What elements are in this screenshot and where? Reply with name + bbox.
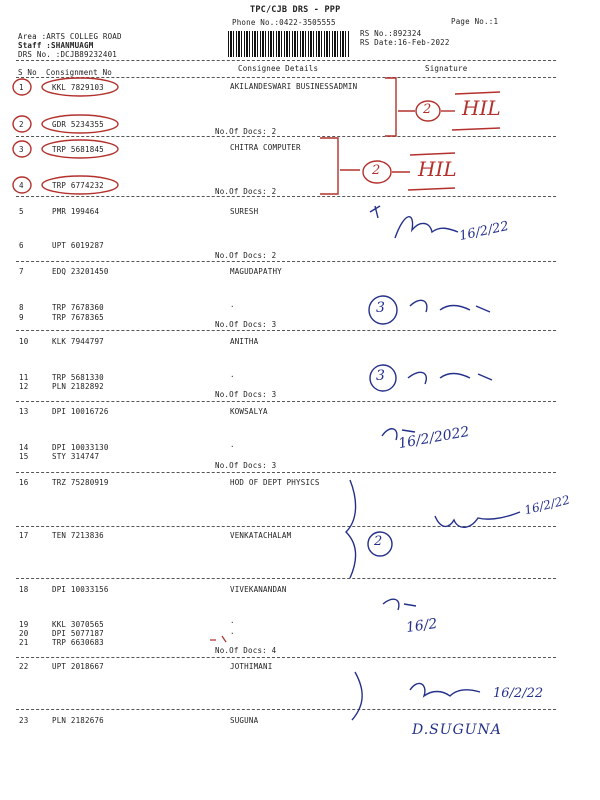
col-signature: Signature — [425, 64, 468, 73]
row-sno: 18 — [19, 585, 29, 594]
row-sno: 15 — [19, 452, 29, 461]
row-sno: 2 — [19, 120, 24, 129]
row-sno: 14 — [19, 443, 29, 452]
row-consignment: TRP 7678360 — [52, 303, 104, 312]
signature-date: 16/2/2022 — [397, 423, 471, 453]
blue-signature-strokes — [346, 206, 520, 720]
consignee-name: KOWSALYA — [230, 407, 268, 416]
phone-number: Phone No.:0422-3505555 — [232, 18, 336, 27]
docs-count: No.Of Docs: 4 — [215, 646, 277, 655]
row-consignment: STY 314747 — [52, 452, 100, 461]
row-consignment: PLN 2182676 — [52, 716, 104, 725]
docs-count: No.Of Docs: 2 — [215, 251, 277, 260]
signature-date: 16/2/22 — [522, 492, 572, 518]
docs-count: No.Of Docs: 3 — [215, 320, 277, 329]
row-consignment: DPI 5077187 — [52, 629, 104, 638]
dot-marker: . — [230, 370, 235, 379]
row-sno: 12 — [19, 382, 29, 391]
consignee-name: SUGUNA — [230, 716, 259, 725]
docs-count: No.Of Docs: 3 — [215, 390, 277, 399]
col-consignee: Consignee Details — [238, 64, 319, 73]
row-sno: 10 — [19, 337, 29, 346]
consignee-name: ANITHA — [230, 337, 259, 346]
row-consignment: DPI 10033156 — [52, 585, 109, 594]
row-sno: 6 — [19, 241, 24, 250]
row-sno: 22 — [19, 662, 29, 671]
consignee-name: VENKATACHALAM — [230, 531, 292, 540]
row-consignment: TRZ 75280919 — [52, 478, 109, 487]
row-consignment: KKL 3070565 — [52, 620, 104, 629]
row-consignment: PLN 2182892 — [52, 382, 104, 391]
consignee-name: MAGUDAPATHY — [230, 267, 282, 276]
rs-number: RS No.:892324 — [360, 29, 422, 38]
row-sno: 20 — [19, 629, 29, 638]
consignee-name: SURESH — [230, 207, 259, 216]
row-sno: 19 — [19, 620, 29, 629]
row-consignment: DPI 10016726 — [52, 407, 109, 416]
docs-count: No.Of Docs: 2 — [215, 187, 277, 196]
row-consignment: DPI 10033130 — [52, 443, 109, 452]
page-number: Page No.:1 — [451, 17, 499, 26]
docs-count: No.Of Docs: 3 — [215, 461, 277, 470]
dot-marker: . — [230, 440, 235, 449]
area-label: Area :ARTS COLLEG ROAD — [18, 32, 122, 41]
row-sno: 1 — [19, 83, 24, 92]
docs-count: No.Of Docs: 2 — [215, 127, 277, 136]
row-sno: 3 — [19, 145, 24, 154]
row-consignment: TRP 5681845 — [52, 145, 104, 154]
signature-date: 16/2/22 — [493, 686, 544, 701]
drs-number: DRS No. :DCJB89232401 — [18, 50, 118, 59]
consignee-name: VIVEKANANDAN — [230, 585, 287, 594]
hil-note-1: HIL — [462, 96, 501, 120]
circle-count: 2 — [423, 102, 432, 117]
row-consignment: TEN 7213836 — [52, 531, 104, 540]
dot-marker: . — [230, 616, 235, 625]
consignee-name: AKILANDESWARI BUSINESSADMIN — [230, 82, 358, 91]
row-sno: 16 — [19, 478, 29, 487]
row-consignment: EDQ 23201450 — [52, 267, 109, 276]
consignee-name: HOD OF DEPT PHYSICS — [230, 478, 320, 487]
row-consignment: TRP 6774232 — [52, 181, 104, 190]
row-sno: 9 — [19, 313, 24, 322]
row-consignment: KLK 7944797 — [52, 337, 104, 346]
hil-note-2: HIL — [418, 157, 457, 181]
row-consignment: KKL 7829103 — [52, 83, 104, 92]
circle-count: 2 — [372, 163, 381, 178]
row-sno: 8 — [19, 303, 24, 312]
col-consignment: Consignment No — [46, 68, 113, 77]
row-consignment: TRP 5681330 — [52, 373, 104, 382]
row-sno: 7 — [19, 267, 24, 276]
row-consignment: UPT 6019287 — [52, 241, 104, 250]
red-dot-cluster — [210, 636, 226, 642]
circle-count: 3 — [376, 300, 385, 316]
row-sno: 11 — [19, 373, 29, 382]
consignee-name: CHITRA COMPUTER — [230, 143, 301, 152]
consignee-name: JOTHIMANI — [230, 662, 273, 671]
row-consignment: UPT 2018667 — [52, 662, 104, 671]
dot-marker: . — [230, 300, 235, 309]
rs-date: RS Date:16-Feb-2022 — [360, 38, 450, 47]
signer-name: D.SUGUNA — [412, 722, 502, 738]
row-sno: 21 — [19, 638, 29, 647]
circle-count: 2 — [374, 534, 383, 549]
row-sno: 23 — [19, 716, 29, 725]
circle-count: 3 — [376, 368, 385, 384]
row-consignment: TRP 7678365 — [52, 313, 104, 322]
row-sno: 13 — [19, 407, 29, 416]
signature-date: 16/2/22 — [457, 218, 511, 245]
row-sno: 5 — [19, 207, 24, 216]
row-sno: 17 — [19, 531, 29, 540]
signature-date: 16/2 — [405, 615, 439, 637]
document-title: TPC/CJB DRS - PPP — [250, 5, 341, 15]
red-circle-marks — [13, 78, 118, 194]
row-consignment: TRP 6630683 — [52, 638, 104, 647]
dot-marker: . — [230, 627, 235, 636]
row-consignment: GDR 5234355 — [52, 120, 104, 129]
col-sno: S No — [18, 68, 37, 77]
row-sno: 4 — [19, 181, 24, 190]
staff-label: Staff :SHANMUAGM — [18, 41, 94, 50]
row-consignment: PMR 199464 — [52, 207, 100, 216]
